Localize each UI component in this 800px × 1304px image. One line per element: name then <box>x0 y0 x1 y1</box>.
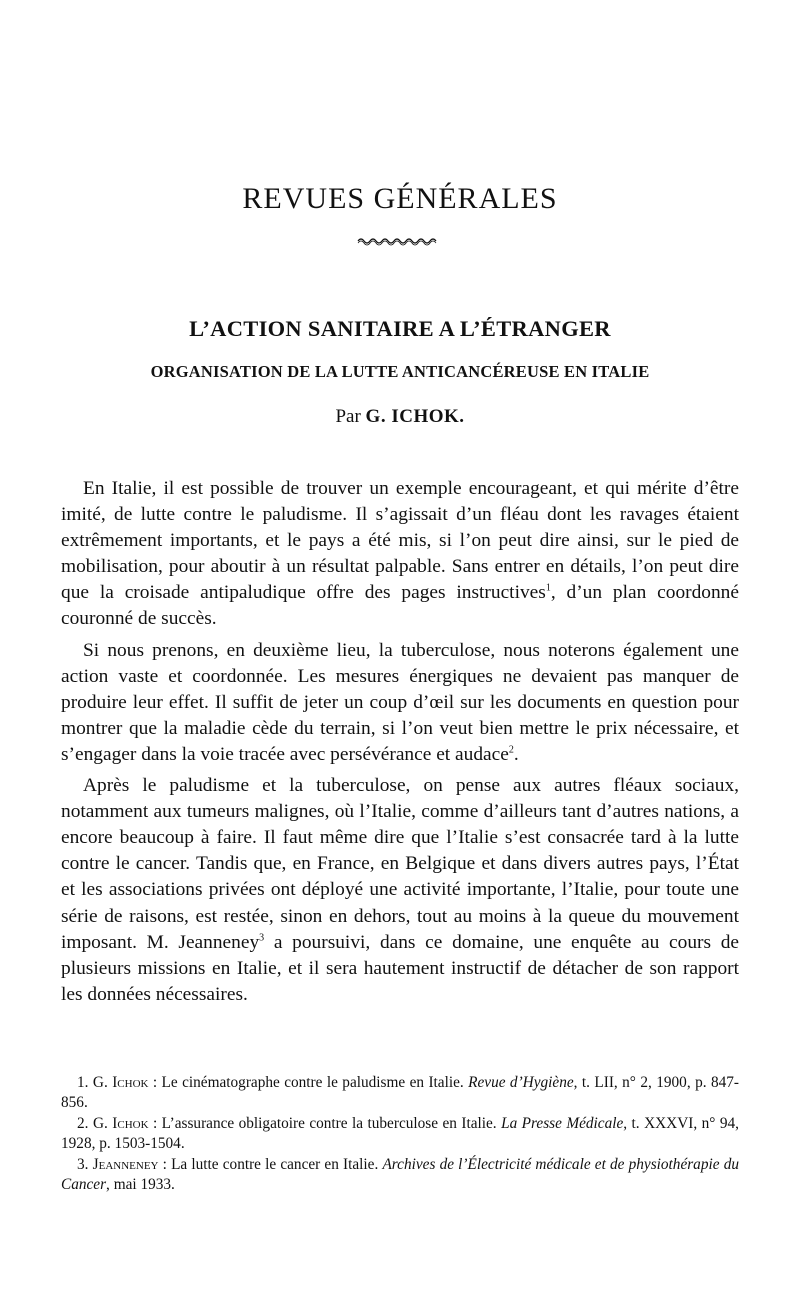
paragraph-2 <box>61 638 739 768</box>
article-body <box>61 476 739 1013</box>
byline <box>0 406 800 428</box>
footnote-3 <box>61 1155 739 1194</box>
footnote-source: La Presse Médicale <box>501 1115 624 1132</box>
byline-prefix: Par <box>335 406 361 427</box>
footnote-text: : La lutte contre le cancer en Italie. <box>158 1156 383 1173</box>
paragraph-3-text: Après le paludisme et la tuberculose, on pense aux autres fléaux sociaux, notamment aux tumeurs malignes, où l’Italie, comme d’ailleurs tant d’autres nations, a encore beaucoup à faire. Il faut même dire que l’Italie s’est consacrée tard à la lutte contre le cancer. Tandis que, en France, en Belgique et dans divers autres pays, l’État et les associations privées ont déployé une activité importante, l’Italie, pour toute une série de raisons, est restée, sinon en dehors, tout au moins à la queue du mouvement imposant. M. Jeanneney <box>61 775 739 953</box>
footnote-number: 2. <box>77 1115 89 1132</box>
section-title: REVUES GÉNÉRALES <box>242 182 558 215</box>
footnote-source: Revue d’Hygiène <box>468 1074 574 1091</box>
footnote-number: 1. <box>77 1074 89 1091</box>
footnote-1 <box>61 1073 739 1112</box>
footnote-author: G. Ichok <box>92 1074 149 1091</box>
footnote-details: , t. LII, n° 2, 1900, p. 847-856. <box>61 1074 740 1111</box>
byline-author: G. ICHOK. <box>365 406 465 427</box>
footnote-details: , mai 1933. <box>106 1175 175 1193</box>
footnote-ref-1: 1 <box>545 582 551 594</box>
footnotes <box>61 1073 739 1196</box>
footnote-number: 3. <box>77 1156 89 1173</box>
paragraph-3-text-end: a poursuivi, dans ce domaine, une enquête au cours de plusieurs missions en Italie, et il sera hautement instructif de détacher de son rapport les données nécessaires. <box>61 931 740 1005</box>
footnote-ref-2: 2 <box>508 744 514 756</box>
footnote-2 <box>61 1114 739 1153</box>
footnote-details: , t. XXXVI, n° 94, 1928, p. 1503-1504. <box>61 1115 739 1152</box>
footnote-source: Archives de l’Électricité médicale et de physiothérapie du Cancer <box>61 1156 739 1193</box>
footnote-text: : Le cinématographe contre le paludisme en Italie. <box>148 1074 469 1091</box>
footnote-author: Jeanneney <box>92 1156 159 1173</box>
paragraph-1-text: En Italie, il est possible de trouver un exemple encourageant, et qui mérite d’être imité, de lutte contre le paludisme. Il s’agissait d’un fléau dont les ravages étaient extrêmement importants, et le pays a été mis, si l’on peut dire ainsi, sur le pied de mobilisation, pour aboutir à un résultat palpable. Sans entrer en détails, l’on peut dire que la croisade antipaludique offre des pages instructives <box>61 478 739 604</box>
paragraph-2-text-end: . <box>513 743 519 765</box>
article-title: L’ACTION SANITAIRE A L’ÉTRANGER <box>189 316 611 341</box>
article-subtitle: ORGANISATION DE LA LUTTE ANTICANCÉREUSE EN ITALIE <box>150 362 650 381</box>
wavy-divider-ornament <box>356 236 440 246</box>
paragraph-1 <box>61 476 739 633</box>
paragraph-3 <box>61 773 739 1008</box>
footnote-text: : L’assurance obligatoire contre la tuberculose en Italie. <box>148 1115 502 1132</box>
footnote-author: G. Ichok <box>92 1115 149 1132</box>
paragraph-1-text-end: , d’un plan coordonné couronné de succès. <box>61 582 739 630</box>
footnote-ref-3: 3 <box>259 932 265 944</box>
paragraph-2-text: Si nous prenons, en deuxième lieu, la tuberculose, nous noterons également une action vaste et coordonnée. Les mesures énergiques ne devaient pas manquer de produire leur effet. Il suffit de jeter un coup d’œil sur les documents en question pour montrer que la maladie cède du terrain, si l’on veut bien mettre le prix nécessaire, et s’engager dans la voie tracée avec persévérance et audace <box>61 639 739 765</box>
